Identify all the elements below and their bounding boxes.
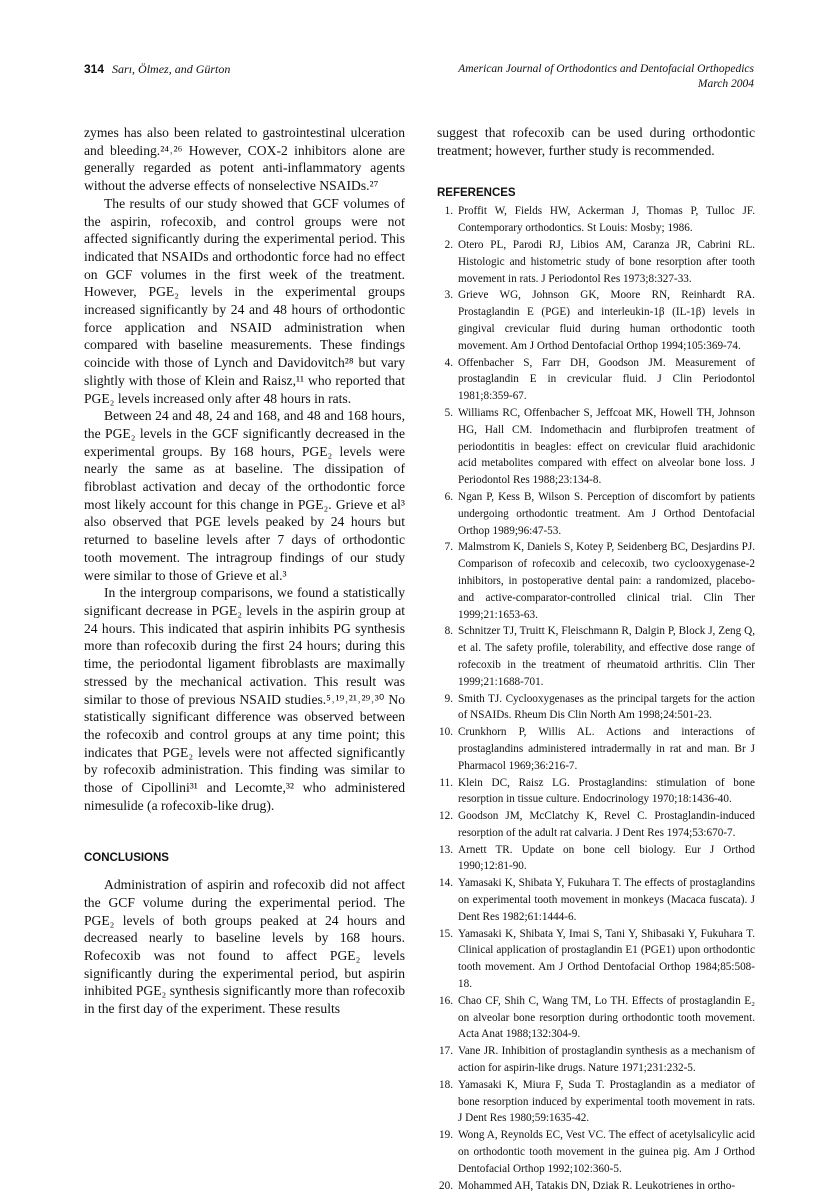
reference-item — [437, 287, 755, 354]
reference-item — [437, 405, 755, 489]
reference-text: Williams RC, Offenbacher S, Jeffcoat MK, Howell TH, Johnson HG, Hall CM. Indomethacin and flurbiprofen treatment of periodontitis in beagles: effect on crevicular fluid arachidonic acid metabolites compared with effect on alveolar bone loss. J Periodontol Res 1988;23:134-8. — [458, 406, 755, 487]
reference-number: 14. — [439, 877, 453, 890]
reference-item — [437, 775, 755, 809]
reference-item — [437, 993, 755, 1043]
reference-text: Ngan P, Kess B, Wilson S. Perception of discomfort by patients undergoing orthodontic treatment. Am J Orthod Dentofacial Orthop 1989;96:47-53. — [458, 490, 755, 537]
reference-number: 15. — [439, 927, 453, 940]
reference-item — [437, 1077, 755, 1127]
reference-text: Grieve WG, Johnson GK, Moore RN, Reinhardt RA. Prostaglandin E (PGE) and interleukin-1β (IL-1β) levels in gingival crevicular fluid during human orthodontic tooth movement. Am J Orthod Dentofacial Orthop 1994;105:369-74. — [458, 289, 755, 352]
reference-item — [437, 355, 755, 405]
reference-number: 9. — [444, 692, 453, 705]
reference-item — [437, 203, 755, 237]
page-number: 314 — [84, 62, 105, 76]
reference-number: 1. — [444, 205, 453, 218]
reference-number: 5. — [444, 406, 453, 419]
running-header-right — [458, 62, 754, 92]
body-paragraph: suggest that rofecoxib can be used during orthodontic treatment; however, further study is recommended. — [437, 125, 755, 158]
reference-number: 6. — [444, 490, 453, 503]
reference-text: Offenbacher S, Farr DH, Goodson JM. Measurement of prostaglandin E in crevicular fluid. J Clin Periodontol 1981;8:359-67. — [458, 356, 755, 403]
reference-number: 8. — [444, 625, 453, 638]
reference-text: Yamasaki K, Shibata Y, Imai S, Tani Y, Shibasaki Y, Fukuhara T. Clinical application of prostaglandin E1 (PGE1) upon orthodontic tooth movement. Am J Orthod Dentofacial Orthop 1984;85:508-18. — [458, 927, 755, 991]
reference-text: Wong A, Reynolds EC, Vest VC. The effect of acetylsalicylic acid on orthodontic tooth movement in the guinea pig. Am J Orthod Dentofacial Orthop 1992;102:360-5. — [458, 1129, 755, 1175]
left-column — [84, 124, 405, 1018]
reference-item — [437, 691, 755, 725]
reference-item — [437, 875, 755, 925]
reference-item — [437, 539, 755, 623]
reference-number: 17. — [439, 1045, 453, 1058]
reference-text: Smith TJ. Cyclooxygenases as the principal targets for the action of NSAIDs. Rheum Dis Clin North Am 1998;24:501-23. — [458, 692, 755, 722]
reference-item — [437, 623, 755, 690]
reference-number: 2. — [444, 239, 453, 251]
reference-text: Chao CF, Shih C, Wang TM, Lo TH. Effects of prostaglandin E₂ on alveolar bone resorption during orthodontic tooth movement. Acta Anat 1988;132:304-9. — [458, 994, 755, 1041]
reference-text: Goodson JM, McClatchy K, Revel C. Prostaglandin-induced resorption of the adult rat calvaria. J Dent Res 1974;53:670-7. — [458, 810, 755, 839]
reference-number: 18. — [439, 1078, 453, 1091]
conclusions-heading: CONCLUSIONS — [84, 852, 169, 865]
body-paragraph: The results of our study showed that GCF volumes of the aspirin, rofecoxib, and control groups were not affected significantly during the experimental period. This indicated that NSAIDs and orthodontic force had no effect on GCF volumes in the first week of the treatment. However, PGE₂ levels in the experimental groups increased significantly by 24 and 48 hours of orthodontic force application and NSAID administration when compared with baseline measurements. These findings coincide with those of Lynch and Davidovitch²⁸ but vary slightly with those of Klein and Raisz,¹¹ who reported that PGE₂ levels increased only after 48 hours in rats. — [84, 195, 405, 406]
reference-number: 19. — [439, 1129, 453, 1142]
reference-text: Crunkhorn P, Willis AL. Actions and interactions of prostaglandins administered intradermally in rat and man. Br J Pharmacol 1969;36:216-7. — [458, 726, 755, 772]
body-paragraph: In the intergroup comparisons, we found a statistically significant decrease in PGE₂ levels in the aspirin group at 24 hours. This indicated that aspirin inhibits PG synthesis more than rofecoxib during the first 24 hours; during this time, the periodontal ligament fibroblasts are maximally stressed by the mechanical activation. This result was similar to those of previous NSAID studies.⁵˒¹⁹˒²¹˒²⁹˒³⁰ No statistically significant difference was observed between the rofecoxib and control groups at any time point; this indicates that PGE₂ levels were not affected significantly by rofecoxib administration. This finding was similar to those of Cipollini³¹ and Lecomte,³² who administered nimesulide (a rofecoxib-like drug). — [84, 585, 405, 813]
reference-number: 20. — [439, 1179, 453, 1192]
journal-title: American Journal of Orthodontics and Dentofacial Orthopedics — [458, 63, 754, 75]
reference-item — [437, 724, 755, 774]
reference-number: 11. — [439, 776, 453, 789]
body-paragraph: zymes has also been related to gastrointestinal ulceration and bleeding.²⁴˒²⁶ However, COX-2 inhibitors alone are generally regarded as potent anti-inflammatory agents without the adverse effects of nonselective NSAIDs.²⁷ — [84, 125, 405, 194]
reference-text: Malmstrom K, Daniels S, Kotey P, Seidenberg BC, Desjardins PJ. Comparison of rofecoxib and celecoxib, two cyclooxygenase-2 inhibitors, in postoperative dental pain: a randomized, placebo- and active-comparator-controlled clinical trial. Clin Ther 1999;21:1653-63. — [458, 541, 755, 621]
reference-text: Yamasaki K, Shibata Y, Fukuhara T. The effects of prostaglandins on experimental tooth movement in monkeys (Macaca fuscata). J Dent Res 1982;61:1444-6. — [458, 877, 755, 923]
reference-number: 4. — [444, 356, 453, 369]
reference-text: Klein DC, Raisz LG. Prostaglandins: stimulation of bone resorption in tissue culture. Endocrinology 1970;18:1436-40. — [458, 776, 755, 806]
reference-item — [437, 926, 755, 993]
reference-text: Otero PL, Parodi RJ, Libios AM, Caranza JR, Cabrini RL. Histologic and histometric study of bone resorption after tooth movement in rats. J Periodontol Res 1973;8:327-33. — [458, 239, 755, 285]
reference-item — [437, 808, 755, 842]
reference-number: 12. — [439, 810, 453, 823]
reference-number: 16. — [439, 994, 453, 1007]
reference-number: 13. — [439, 843, 453, 856]
issue-date: March 2004 — [697, 78, 754, 90]
reference-text: Schnitzer TJ, Truitt K, Fleischmann R, Dalgin P, Block J, Zeng Q, et al. The safety profile, tolerability, and effective dose range of rofecoxib in the treatment of rheumatoid arthritis. Clin Ther 1999;21:1688-701. — [458, 625, 755, 688]
reference-item — [437, 489, 755, 539]
reference-item — [437, 842, 755, 876]
reference-item — [437, 1178, 755, 1194]
reference-text: Proffit W, Fields HW, Ackerman J, Thomas P, Tulloc JF. Contemporary orthodontics. St Louis: Mosby; 1986. — [458, 205, 755, 235]
reference-number: 10. — [439, 726, 453, 739]
reference-text: Mohammed AH, Tatakis DN, Dziak R. Leukotrienes in ortho- — [458, 1179, 736, 1192]
reference-number: 7. — [444, 541, 453, 554]
reference-item — [437, 237, 755, 287]
references-heading: REFERENCES — [437, 187, 516, 200]
running-header-left — [84, 62, 230, 77]
reference-list — [437, 203, 755, 1194]
body-paragraph: Between 24 and 48, 24 and 168, and 48 and 168 hours, the PGE₂ levels in the GCF significantly decreased in the experimental groups. By 168 hours, PGE₂ levels were nearly the same as at baseline. The dissipation of fibroblast activation and decay of the orthodontic force most likely account for this change in PGE₂. Grieve et al³ also observed that PGE levels peaked by 24 hours but returned to baseline levels after 7 days of orthodontic tooth movement. The intragroup findings of our study were similar to those of Grieve et al.³ — [84, 408, 405, 583]
reference-text: Vane JR. Inhibition of prostaglandin synthesis as a mechanism of action for aspirin-like drugs. Nature 1971;231:232-5. — [458, 1045, 755, 1075]
right-column — [437, 124, 755, 1194]
running-authors: Sarı, Ölmez, and Gürton — [112, 62, 231, 76]
conclusions-paragraph: Administration of aspirin and rofecoxib did not affect the GCF volume during the experimental period. The PGE₂ levels of both groups peaked at 24 hours and decreased nearly to baseline levels by 168 hours. Rofecoxib was not found to affect PGE₂ levels significantly during the experimental period, but aspirin inhibited PGE₂ synthesis significantly more than rofecoxib in the first day of the experiment. These results — [84, 877, 405, 1017]
reference-text: Arnett TR. Update on bone cell biology. Eur J Orthod 1990;12:81-90. — [458, 843, 755, 873]
reference-item — [437, 1043, 755, 1077]
reference-item — [437, 1127, 755, 1177]
reference-number: 3. — [444, 289, 453, 302]
reference-text: Yamasaki K, Miura F, Suda T. Prostaglandin as a mediator of bone resorption induced by experimental tooth movement in rats. J Dent Res 1980;59:1635-42. — [458, 1078, 755, 1125]
